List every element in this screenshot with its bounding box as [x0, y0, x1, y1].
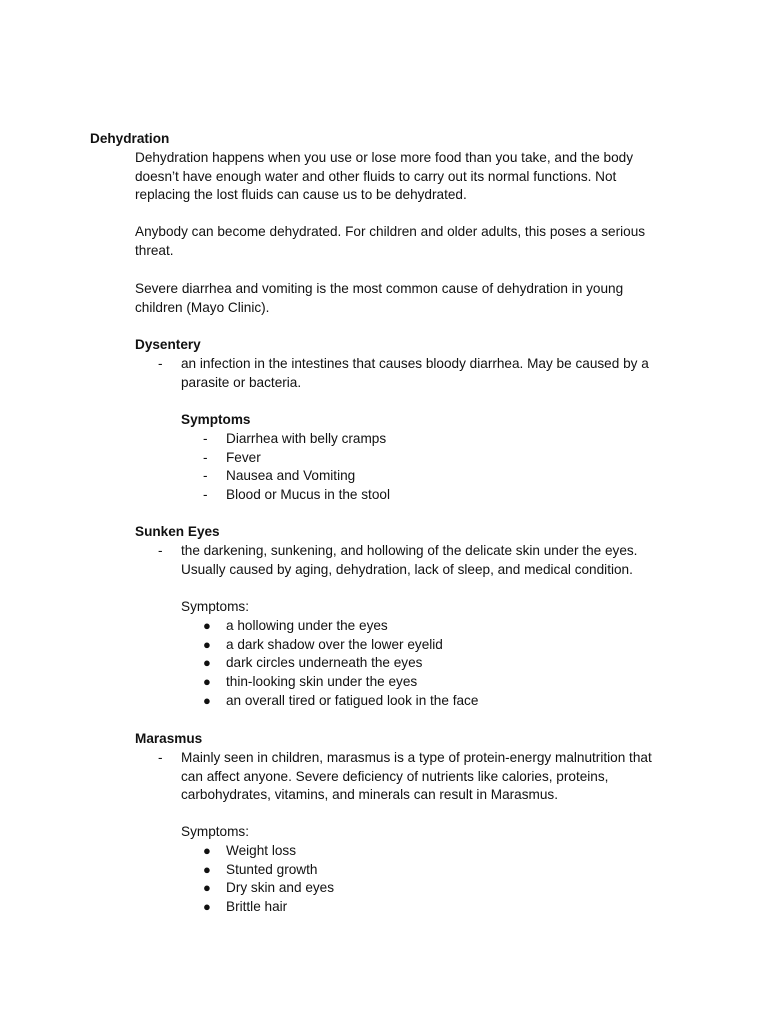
marasmus-symptoms-list [203, 842, 334, 917]
bullet-marker: ● [203, 618, 211, 633]
list-item-text: Weight loss [226, 843, 297, 858]
list-item [203, 879, 334, 898]
list-item [203, 467, 390, 486]
sunken-eyes-symptoms-list [203, 617, 478, 711]
bullet-marker: ● [203, 692, 211, 708]
text-line: replacing the lost fluids can cause us to be dehydrated. [135, 187, 467, 203]
bullet-marker: ● [203, 843, 211, 858]
list-item [203, 449, 390, 468]
list-item [203, 898, 334, 917]
dash-marker: - [203, 431, 208, 446]
list-item [203, 636, 478, 655]
section-heading-dysentery: Dysentery [135, 337, 201, 352]
sunken-eyes-definition [181, 542, 637, 579]
dash-marker: - [203, 487, 208, 503]
text-line: threat. [135, 242, 174, 258]
text-line: Anybody can become dehydrated. For children and older adults, this poses a serious [135, 224, 646, 239]
list-item [203, 654, 478, 673]
list-item-text: a dark shadow over the lower eyelid [226, 636, 443, 652]
list-item [203, 430, 390, 449]
text-line: the darkening, sunkening, and hollowing of the delicate skin under the eyes. [181, 543, 638, 558]
bullet-marker: ● [203, 655, 211, 671]
dysentery-dash: - [158, 356, 163, 371]
section-heading-dehydration: Dehydration [90, 131, 170, 146]
list-item [203, 486, 390, 505]
list-item-text: Nausea and Vomiting [226, 468, 356, 484]
sunken-eyes-dash: - [158, 543, 163, 558]
section-heading-marasmus: Marasmus [135, 731, 203, 746]
bullet-marker: ● [203, 636, 211, 652]
dehydration-paragraph-3 [135, 280, 623, 317]
list-item [203, 673, 478, 692]
list-item-text: Diarrhea with belly cramps [226, 431, 387, 446]
bullet-marker: ● [203, 674, 211, 690]
text-line: parasite or bacteria. [181, 374, 302, 390]
text-line: doesn’t have enough water and other fluids to carry out its normal functions. Not [135, 168, 617, 184]
section-heading-sunken-eyes: Sunken Eyes [135, 524, 220, 539]
text-line: carbohydrates, vitamins, and minerals can result in Marasmus. [181, 787, 559, 803]
text-line: an infection in the intestines that causes bloody diarrhea. May be caused by a [181, 356, 649, 371]
list-item-text: Stunted growth [226, 861, 318, 877]
text-line: can affect anyone. Severe deficiency of nutrients like calories, proteins, [181, 768, 609, 784]
text-line: Severe diarrhea and vomiting is the most common cause of dehydration in young [135, 281, 624, 296]
list-item-text: Blood or Mucus in the stool [226, 487, 390, 503]
dysentery-symptoms-heading: Symptoms [181, 412, 251, 427]
list-item [203, 861, 334, 880]
marasmus-symptoms-heading: Symptoms: [181, 824, 249, 839]
list-item [203, 842, 334, 861]
list-item [203, 617, 478, 636]
list-item [203, 692, 478, 711]
dehydration-paragraph-2 [135, 223, 645, 260]
bullet-marker: ● [203, 861, 211, 877]
dysentery-symptoms-list [203, 430, 390, 505]
dash-marker: - [203, 449, 208, 465]
dehydration-paragraph-1 [135, 149, 633, 205]
text-line: Usually caused by aging, dehydration, lack of sleep, and medical condition. [181, 561, 633, 577]
list-item-text: a hollowing under the eyes [226, 618, 388, 633]
bullet-marker: ● [203, 899, 211, 915]
dash-marker: - [203, 468, 208, 484]
dysentery-definition [181, 355, 649, 392]
list-item-text: Fever [226, 449, 261, 465]
bullet-marker: ● [203, 880, 211, 896]
marasmus-dash: - [158, 750, 163, 765]
list-item-text: Dry skin and eyes [226, 880, 335, 896]
list-item-text: an overall tired or fatigued look in the face [226, 692, 479, 708]
list-item-text: thin-looking skin under the eyes [226, 674, 418, 690]
list-item-text: Brittle hair [226, 899, 288, 915]
text-line: Mainly seen in children, marasmus is a type of protein-energy malnutrition that [181, 750, 652, 765]
sunken-eyes-symptoms-heading: Symptoms: [181, 599, 249, 614]
marasmus-definition [181, 749, 652, 805]
list-item-text: dark circles underneath the eyes [226, 655, 423, 671]
text-line: children (Mayo Clinic). [135, 299, 270, 315]
text-line: Dehydration happens when you use or lose more food than you take, and the body [135, 150, 634, 165]
